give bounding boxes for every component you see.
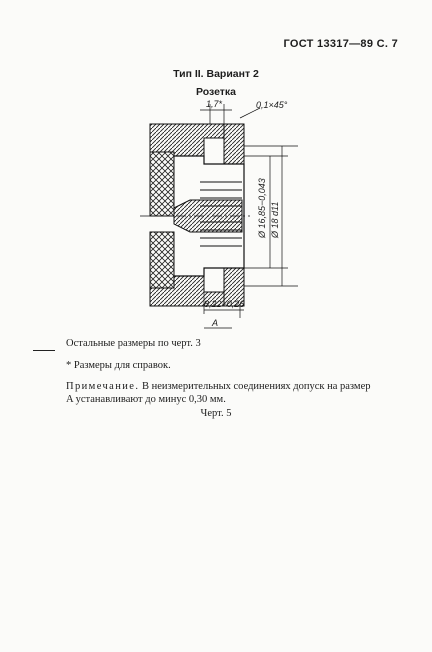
insulator-bottom — [150, 232, 174, 288]
drawing-title: Тип II. Вариант 2 — [173, 68, 259, 80]
body-top-edge — [224, 124, 244, 164]
dim-bottom: 8,22−0,26 — [204, 299, 245, 309]
body-top — [150, 124, 224, 156]
figure-caption: Черт. 5 — [200, 408, 232, 419]
note-lead: Примечание. — [66, 381, 140, 392]
note-body: В неизмерительных соединениях допуск на размер A устанавливают до минус 0,30 мм. — [66, 381, 371, 405]
dim-inner-diameter: Ø 16,85−0,043 — [257, 178, 267, 238]
reference-footnote: * Размеры для справок. — [66, 360, 171, 371]
dim-outer-diameter: Ø 18 d11 — [270, 201, 280, 238]
note-paragraph — [66, 380, 376, 406]
other-sizes-note: Остальные размеры по черт. 3 — [66, 338, 201, 349]
page-header: ГОСТ 13317—89 С. 7 — [283, 38, 398, 50]
dim-top: 1,7* — [206, 99, 223, 109]
technical-drawing — [120, 96, 320, 336]
footnote-rule — [33, 350, 55, 351]
dim-chamfer: 0,1×45° — [256, 100, 288, 110]
label-a: A — [212, 318, 219, 328]
insulator-top — [150, 152, 174, 216]
drawing-subtitle: Розетка — [195, 86, 237, 98]
